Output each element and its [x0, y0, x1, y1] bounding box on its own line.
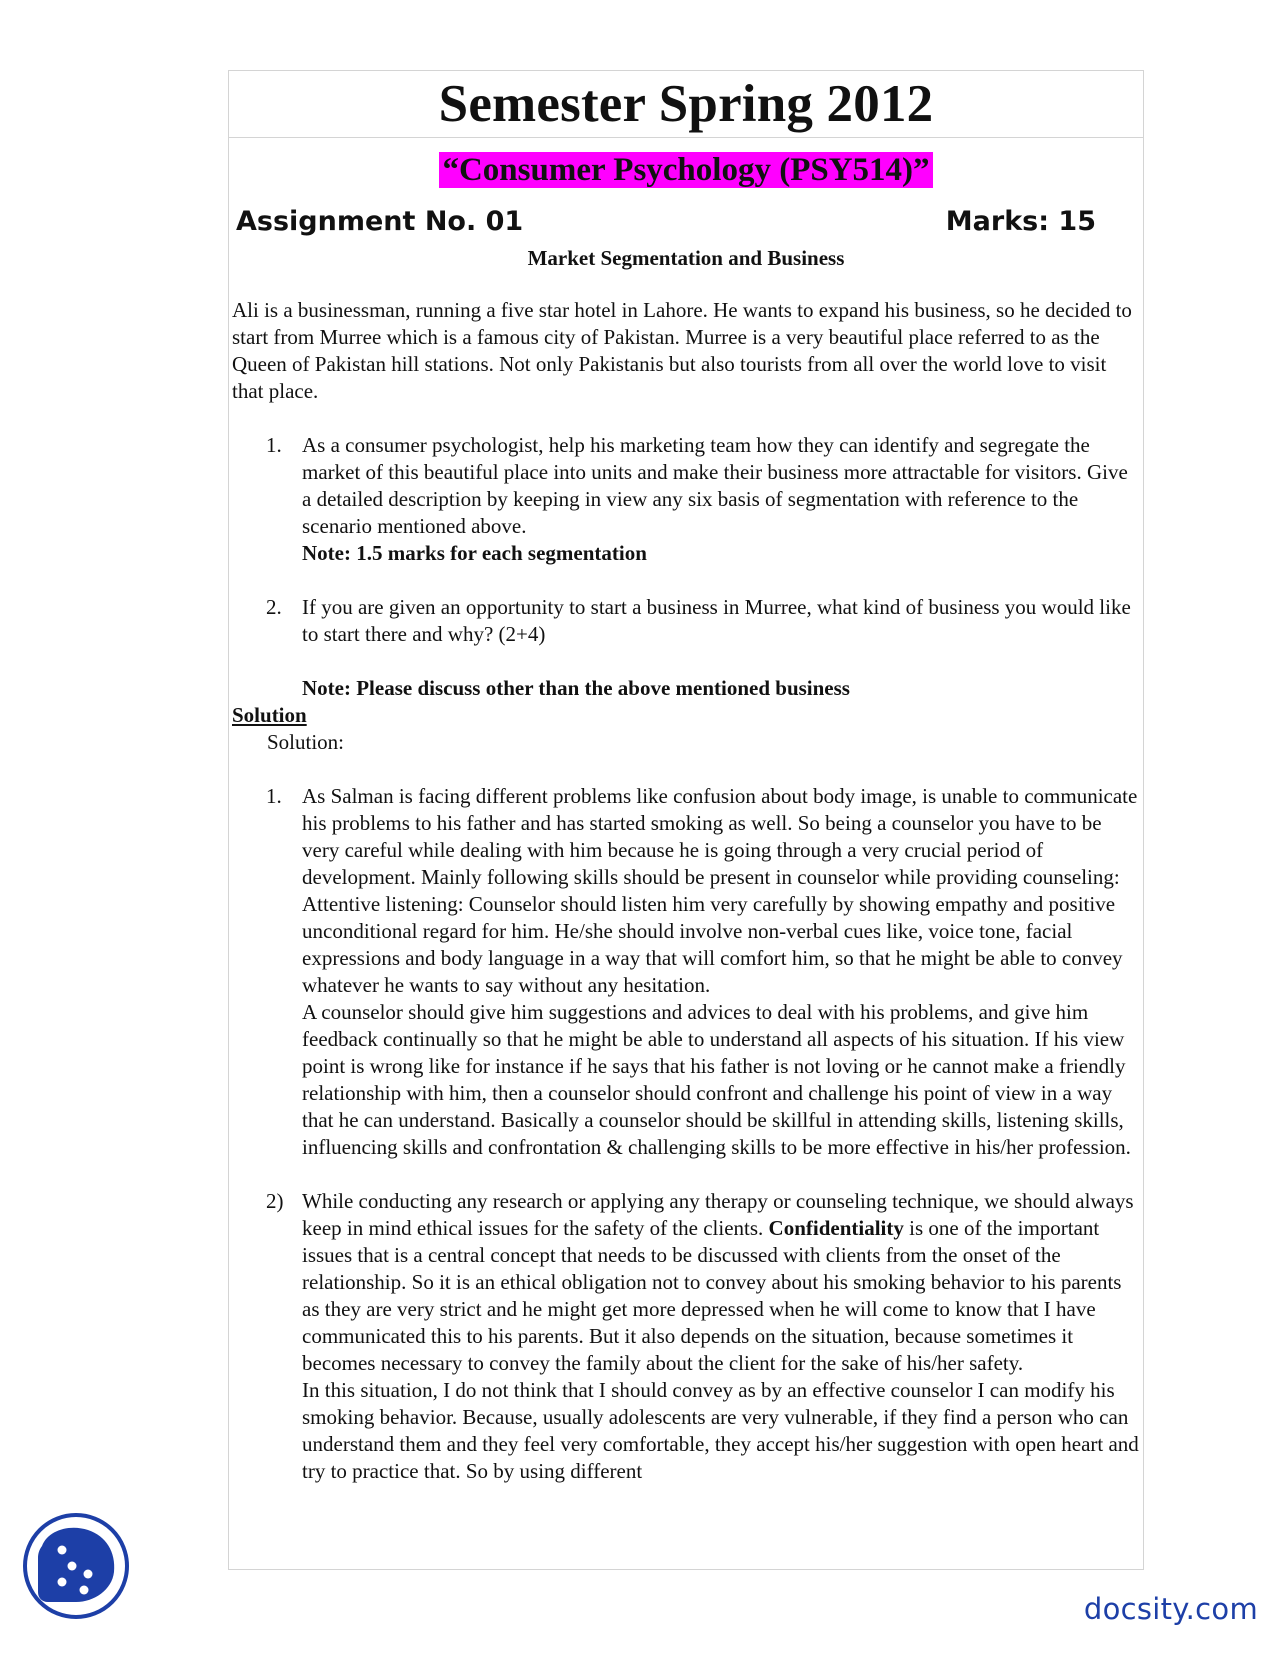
answer-bold-term: Confidentiality [768, 1216, 904, 1240]
document-body [232, 297, 1142, 1485]
question-text: If you are given an opportunity to start a business in Murree, what kind of business you would like to start there and why? (2+4) [302, 595, 1131, 646]
answer-2 [232, 1188, 1142, 1485]
question-number: 1. [266, 433, 282, 457]
solution-heading: Solution [232, 703, 307, 727]
answer-paragraph: In this situation, I do not think that I should convey as by an effective counselor I can modify his smoking behavior. Because, usually adolescents are very vulnerable, if they find a person who can understand them and they feel very comfortable, they accept his/her suggestion with open heart and try to practice that. So by using different [302, 1378, 1139, 1483]
question-text: As a consumer psychologist, help his marketing team how they can identify and segregate the market of this beautiful place into units and make their business more attractable for visitors. Give a detailed description by keeping in view any six basis of segmentation with reference to the scenario mentioned above. [302, 433, 1128, 538]
assignment-header [236, 206, 1096, 242]
course-title [0, 148, 1280, 192]
question-note: Note: 1.5 marks for each segmentation [302, 541, 647, 565]
docsity-logo-icon[interactable] [22, 1512, 130, 1620]
question-1 [232, 432, 1142, 567]
course-title-highlight: “Consumer Psychology (PSY514)” [439, 152, 932, 188]
question-note: Note: Please discuss other than the above mentioned business [302, 676, 850, 700]
answer-paragraph: Attentive listening: Counselor should listen him very carefully by showing empathy and positive unconditional regard for him. He/she should involve non-verbal cues like, voice tone, facial expressions and body language in a way that will comfort him, so that he might be able to convey whatever he wants to say without any hesitation. [302, 892, 1123, 997]
answer-text: is one of the important issues that is a central concept that needs to be discussed with clients from the onset of the relationship. So it is an ethical obligation not to convey about his smoking behavior to his parents as they are very strict and he might get more depressed when he will come to know that I have communicated this to his parents. But it also depends on the situation, because sometimes it becomes necessary to convey the family about the client for the sake of his/her safety. [302, 1216, 1122, 1375]
answer-1 [232, 783, 1142, 1161]
assignment-marks: Marks: 15 [945, 206, 1096, 237]
answer-number: 1. [266, 784, 282, 808]
answer-number: 2) [266, 1189, 284, 1213]
docsity-link[interactable]: docsity.com [1083, 1592, 1258, 1626]
answer-paragraph: As Salman is facing different problems like confusion about body image, is unable to communicate his problems to his father and has started smoking as well. So being a counselor you have to be very careful while dealing with him because he is going through a very crucial period of development. Mainly following skills should be present in counselor while providing counseling: [302, 784, 1138, 889]
answer-paragraph: A counselor should give him suggestions and advices to deal with his problems, and give him feedback continually so that he might be able to understand all aspects of his situation. If his view point is wrong like for instance if he says that his father is not loving or he cannot make a friendly relationship with him, then a counselor should confront and challenge his point of view in a way that he can understand. Basically a counselor should be skillful in attending skills, listening skills, influencing skills and confrontation & challenging skills to be more effective in his/her profession. [302, 1000, 1131, 1159]
question-2 [232, 594, 1142, 702]
intro-paragraph: Ali is a businessman, running a five star hotel in Lahore. He wants to expand his business, so he decided to start from Murree which is a famous city of Pakistan. Murree is a very beautiful place referred to as the Queen of Pakistan hill stations. Not only Pakistanis but also tourists from all over the world love to visit that place. [232, 298, 1132, 403]
answer-paragraph [302, 1188, 1142, 1377]
question-number: 2. [266, 595, 282, 619]
solution-subheading: Solution: [267, 730, 345, 754]
answer-text: While conducting any research or applying any therapy or counseling technique, we should always keep in mind ethical issues for the safety of the clients. [302, 1189, 1134, 1240]
assignment-subtitle: Market Segmentation and Business [527, 246, 845, 270]
page-title: Semester Spring 2012 [228, 70, 1144, 138]
assignment-number: Assignment No. 01 [236, 206, 524, 237]
